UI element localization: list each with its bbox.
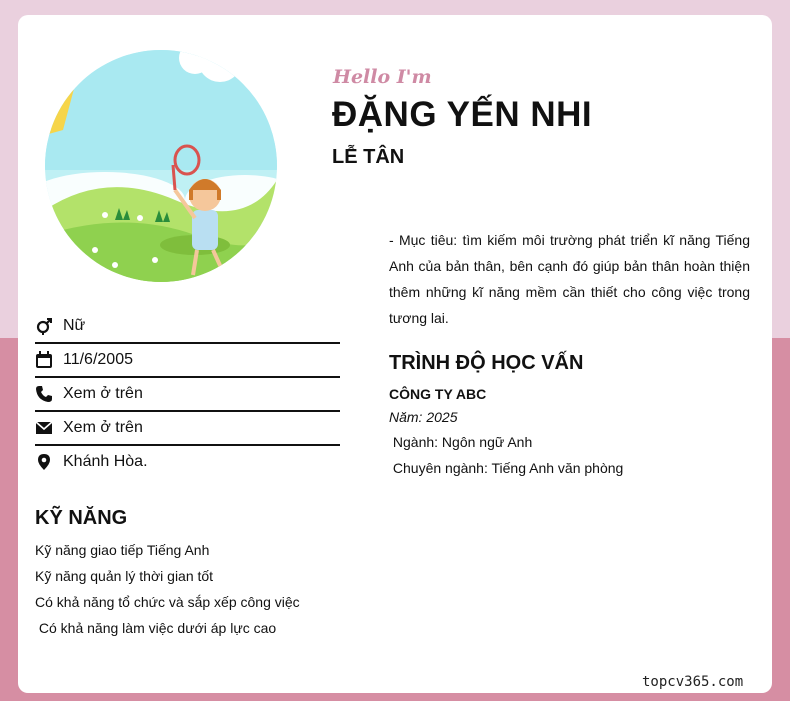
girl-badminton-illustration	[45, 50, 277, 282]
info-row-address	[35, 446, 340, 478]
site-watermark: topcv365.com	[642, 674, 744, 690]
info-row-phone	[35, 378, 340, 412]
calendar-icon	[35, 350, 63, 370]
envelope-icon	[35, 418, 63, 438]
info-row-birthdate	[35, 344, 340, 378]
email-text: Xem ở trên	[63, 419, 143, 436]
skills-heading: KỸ NĂNG	[35, 507, 128, 529]
skill-item: Có khả năng tổ chức và sắp xếp công việc	[35, 594, 300, 610]
birthdate-text: 11/6/2005	[63, 351, 133, 368]
education-year: Năm: 2025	[389, 409, 458, 425]
gender-icon	[35, 316, 63, 336]
education-specialization: Chuyên ngành: Tiếng Anh văn phòng	[389, 460, 624, 476]
avatar	[45, 50, 277, 282]
greeting: Hello I'm	[333, 66, 432, 88]
education-company: CÔNG TY ABC	[389, 386, 487, 402]
skill-item: Kỹ năng giao tiếp Tiếng Anh	[35, 542, 210, 558]
location-pin-icon	[35, 452, 63, 472]
skill-item: Kỹ năng quản lý thời gian tốt	[35, 568, 214, 584]
education-major: Ngành: Ngôn ngữ Anh	[389, 434, 533, 450]
phone-icon	[35, 384, 63, 404]
education-heading: TRÌNH ĐỘ HỌC VẤN	[389, 352, 584, 374]
gender-text: Nữ	[63, 317, 86, 334]
career-objective: - Mục tiêu: tìm kiếm môi trường phát triển kĩ năng Tiếng Anh của bản thân, bên cạnh đó giúp bản thân hoàn thiện thêm những kĩ năng mềm cần thiết cho công việc trong tương lai.	[389, 232, 750, 326]
contact-info-list	[35, 310, 340, 478]
job-title: LỄ TÂN	[332, 146, 405, 168]
phone-text: Xem ở trên	[63, 385, 143, 402]
info-row-gender	[35, 310, 340, 344]
info-row-email	[35, 412, 340, 446]
skill-item: Có khả năng làm việc dưới áp lực cao	[35, 620, 277, 636]
address-text: Khánh Hòa.	[63, 453, 148, 470]
skills-list	[35, 540, 300, 644]
candidate-name: ĐẶNG YẾN NHI	[332, 95, 593, 134]
